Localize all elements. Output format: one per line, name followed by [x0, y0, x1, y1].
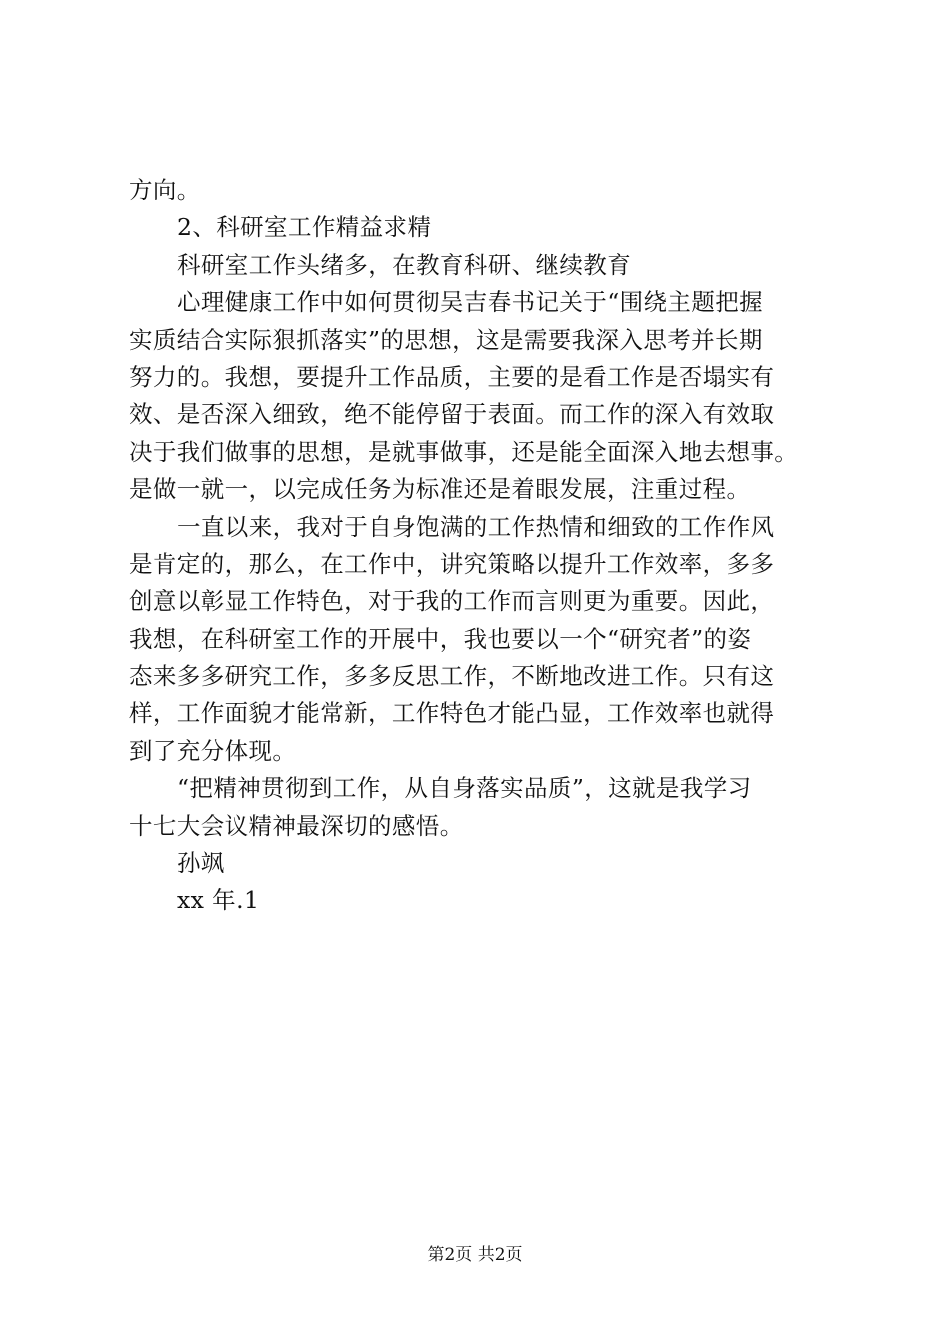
text-line: 是做一就一，以完成任务为标准还是着眼发展，注重过程。: [129, 475, 751, 504]
text-line: 效、是否深入细致，绝不能停留于表面。而工作的深入有效取: [129, 400, 775, 429]
paragraph-start: 心理健康工作中如何贯彻吴吉春书记关于“围绕主题把握: [177, 288, 764, 317]
text-line: 态来多多研究工作，多多反思工作，不断地改进工作。只有这: [129, 662, 775, 691]
page-number-label: 第2页 共2页: [427, 1245, 523, 1265]
page-footer: [0, 1244, 950, 1266]
text-line: 实质结合实际狠抓落实”的思想，这是需要我深入思考并长期: [129, 325, 763, 354]
section-heading: 2、科研室工作精益求精: [177, 213, 432, 242]
paragraph-start: “把精神贯彻到工作，从自身落实品质”，这就是我学习: [177, 774, 752, 803]
text-line: 到了充分体现。: [129, 736, 297, 765]
text-line: 我想，在科研室工作的开展中，我也要以一个“研究者”的姿: [129, 624, 752, 653]
text-line: 是肯定的，那么，在工作中，讲究策略以提升工作效率，多多: [129, 549, 775, 578]
document-date: xx 年.1: [177, 886, 260, 915]
document-body: [129, 172, 829, 920]
author-signature: 孙飒: [177, 849, 225, 878]
text-line: 创意以彰显工作特色，对于我的工作而言则更为重要。因此，: [129, 587, 775, 616]
text-line: 科研室工作头绪多，在教育科研、继续教育: [177, 250, 632, 279]
text-line: 决于我们做事的思想，是就事做事，还是能全面深入地去想事。: [129, 437, 799, 466]
text-line: 努力的。我想，要提升工作品质，主要的是看工作是否塌实有: [129, 362, 775, 391]
text-line: 方向。: [129, 176, 201, 204]
text-line: 十七大会议精神最深切的感悟。: [129, 811, 464, 840]
text-line: 样，工作面貌才能常新，工作特色才能凸显，工作效率也就得: [129, 699, 775, 728]
paragraph-start: 一直以来，我对于自身饱满的工作热情和细致的工作作风: [177, 512, 775, 541]
